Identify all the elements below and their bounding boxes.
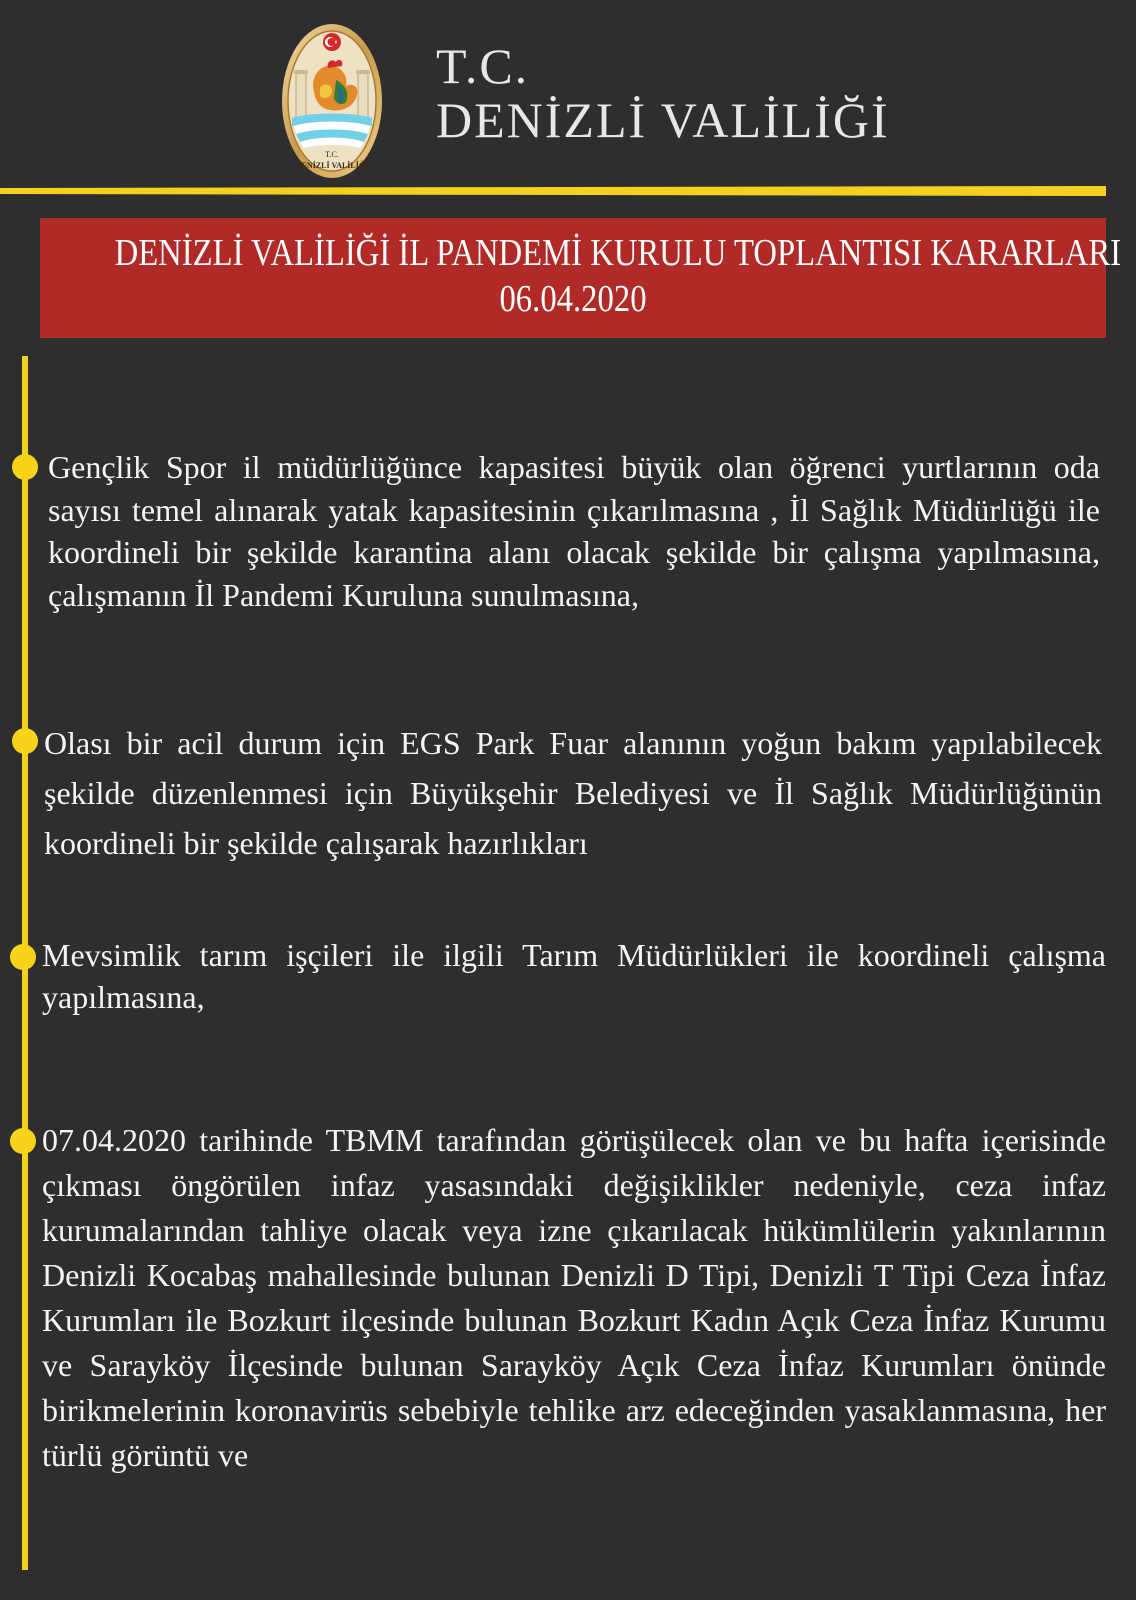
banner-date: 06.04.2020 xyxy=(499,278,647,320)
decision-text: 07.04.2020 tarihinde TBMM tarafından görüşülecek olan ve bu hafta içerisinde çıkması öngörülen infaz yasasındaki değişiklikler nedeniyle, ceza infaz kurumalarından tahliye olacak veya izne çıkarılacak hükümlülerin yakınlarının Denizli Kocabaş mahallesinde bulunan Denizli D Tipi, Denizli T Tipi Ceza İnfaz Kurumları ile Bozkurt ilçesinde bulunan Bozkurt Kadın Açık Ceza İnfaz Kurumu ve Sarayköy İlçesinde bulunan Sarayköy Açık Ceza İnfaz Kurumları önünde birikmelerinin koronavirüs sebebiyle tehlike arz edeceğinden yasaklanmasına, her türlü görüntü ve xyxy=(42,1122,1106,1473)
header-title xyxy=(436,40,890,148)
header xyxy=(0,0,1136,186)
svg-text:DENİZLİ VALİLİĞİ: DENİZLİ VALİLİĞİ xyxy=(295,161,369,170)
decision-text: Olası bir acil durum için EGS Park Fuar alanının yoğun bakım yapılabilecek şekilde düzenlenmesi için Büyükşehir Belediyesi ve İl Sağlık Müdürlüğünün koordineli bir şekilde çalışarak hazırlıkları xyxy=(44,725,1102,861)
decision-item xyxy=(44,718,1102,868)
decision-item xyxy=(42,934,1106,1018)
bullet-dot-icon xyxy=(12,454,38,480)
header-divider xyxy=(0,186,1136,196)
bullet-dot-icon xyxy=(12,728,38,754)
governorship-seal-logo xyxy=(280,22,384,180)
svg-text:T.C.: T.C. xyxy=(325,150,339,159)
decision-text: Gençlik Spor il müdürlüğünce kapasitesi büyük olan öğrenci yurtlarının oda sayısı temel alınarak yatak kapasitesinin çıkarılmasına , İl Sağlık Müdürlüğü ile koordineli bir şekilde karantina alanı olacak şekilde bir çalışma yapılmasına, çalışmanın İl Pandemi Kuruluna sunulmasına, xyxy=(48,449,1100,613)
seal-emblem-icon xyxy=(280,22,384,180)
bullet-dot-icon xyxy=(10,944,36,970)
bullet-dot-icon xyxy=(10,1128,36,1154)
decision-item xyxy=(48,446,1100,616)
decision-banner xyxy=(40,218,1122,338)
title-line-tc: T.C. xyxy=(436,38,530,94)
banner-title: DENİZLİ VALİLİĞİ İL PANDEMİ KURULU TOPLANTISI KARARLARI xyxy=(114,232,1122,274)
decision-text: Mevsimlik tarım işçileri ile ilgili Tarım Müdürlükleri ile koordineli çalışma yapılmasına, xyxy=(42,937,1106,1015)
title-line-organization: DENİZLİ VALİLİĞİ xyxy=(436,92,890,148)
decision-item xyxy=(42,1118,1106,1478)
